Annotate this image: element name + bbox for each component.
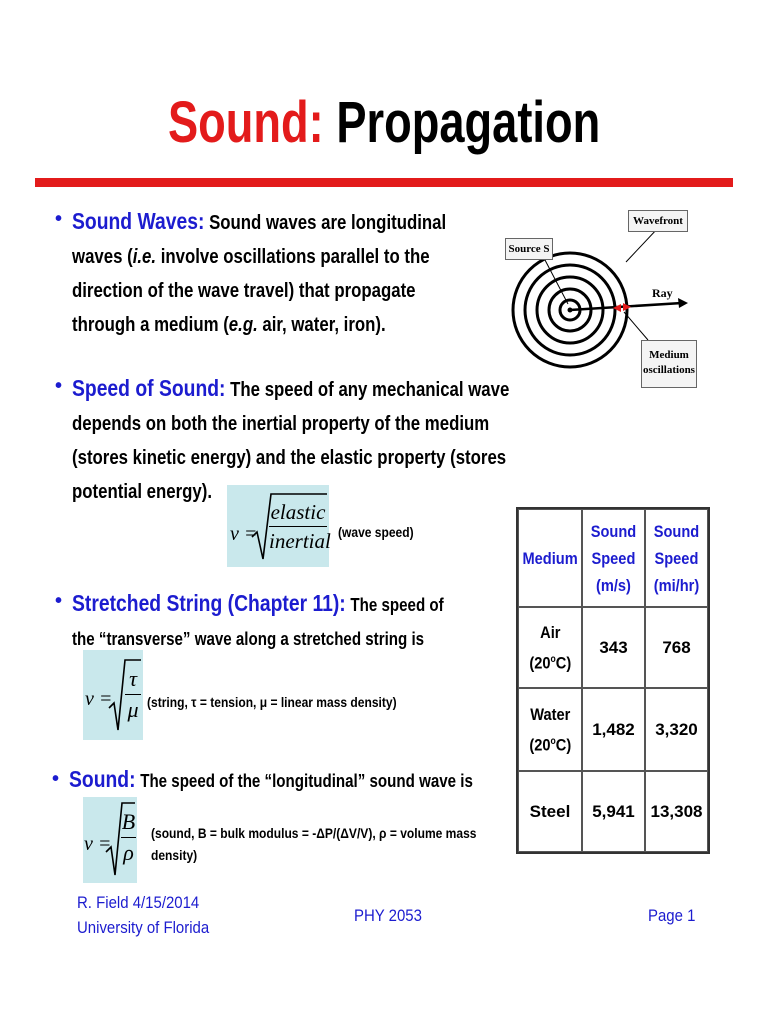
formula-lhs: v = [230,523,258,545]
stretched-string-heading: Stretched String (Chapter 11): [72,590,346,616]
string-speed-formula [83,650,143,740]
medium-label-line2: oscillations [643,364,695,376]
source-label: Source S [505,238,553,260]
table-cell-air-mihr: 768 [645,607,708,688]
medium-oscillations-label [641,340,697,388]
ie-text: i.e. [132,246,157,268]
footer-author: R. Field 4/15/2014 [77,893,200,912]
sound-speed-table [516,507,710,854]
table-header-medium: Medium [518,509,582,607]
formula-denominator: ρ [123,840,134,865]
string-line2: the “transverse” wave along a stretched string is [72,629,425,649]
sound-waves-line3: direction of the wave travel) that propagate [72,280,416,302]
sound-waves-paragraph [72,204,517,342]
sound-waves-line4c: air, water, iron). [257,314,386,336]
sound-waves-line2c: involve oscillations parallel to the [156,246,430,268]
sound-note-line2: density) [151,847,198,863]
sound-note-line1: (sound, B = bulk modulus = -ΔP/(ΔV/V), ρ = volume mass [151,825,477,841]
speed-of-sound-heading: Speed of Sound: [72,375,226,401]
sound-waves-line4a: through a medium ( [72,314,229,336]
eg-text: e.g. [228,314,258,336]
speed-line3: (stores kinetic energy) and the elastic property (stores [72,447,507,469]
footer-course: PHY 2053 [354,906,422,925]
formula-fraction [121,807,136,868]
footer-page-number: Page 1 [648,906,696,925]
sound-speed-formula [83,797,137,883]
sound-paragraph [69,762,550,798]
medium-label-line1: Medium [649,349,689,361]
formula-lhs: v = [85,688,113,710]
sound-line1: The speed of the “longitudinal” sound wave is [140,771,473,791]
sound-heading: Sound: [69,766,136,792]
speed-line2: depends on both the inertial property of the medium [72,413,490,435]
speed-line4: potential energy). [72,481,213,503]
string-line1: The speed of [350,595,444,615]
formula-fraction [269,498,331,555]
sound-speed-note [151,822,529,866]
slide-title [0,88,768,158]
formula-numerator: B [121,807,136,838]
table-cell-water-mihr: 3,320 [645,688,708,771]
stretched-string-paragraph [72,586,514,656]
table-header-speed-mihr: Sound Speed (mi/hr) [645,509,708,607]
wave-speed-note: (wave speed) [338,524,414,540]
formula-denominator: μ [127,697,139,722]
wave-speed-formula [227,485,329,567]
title-divider [35,178,733,187]
table-cell-steel-ms: 5,941 [582,771,645,852]
bullet: • [52,768,60,790]
table-cell-water-ms: 1,482 [582,688,645,771]
bullet: • [55,208,63,230]
formula-numerator: elastic [269,498,327,527]
wavefront-label: Wavefront [628,210,688,232]
string-speed-note: (string, τ = tension, μ = linear mass density) [147,694,397,710]
table-cell-air-ms: 343 [582,607,645,688]
table-cell-medium-steel: Steel [518,771,582,852]
ray-label: Ray [652,286,673,300]
title-propagation: Propagation [336,90,601,155]
sound-waves-line1: Sound waves are longitudinal [209,212,447,234]
footer-author-block [77,890,227,940]
formula-numerator: τ [125,664,141,695]
bullet: • [55,590,63,612]
table-cell-medium-air: Air (20$^o$C) [518,607,582,688]
formula-fraction [125,664,141,725]
table-cell-medium-water: Water (20$^o$C) [518,688,582,771]
formula-denominator: inertial [269,529,331,553]
footer-institution: University of Florida [77,918,210,937]
speed-of-sound-paragraph [72,371,593,509]
sound-waves-heading: Sound Waves: [72,208,205,234]
bullet: • [55,375,63,397]
table-cell-steel-mihr: 13,308 [645,771,708,852]
sound-waves-line2a: waves ( [72,246,133,268]
table-header-speed-ms: Sound Speed (m/s) [582,509,645,607]
formula-lhs: v = [84,833,112,855]
speed-line1: The speed of any mechanical wave [230,379,510,401]
title-sound: Sound: [167,90,324,155]
